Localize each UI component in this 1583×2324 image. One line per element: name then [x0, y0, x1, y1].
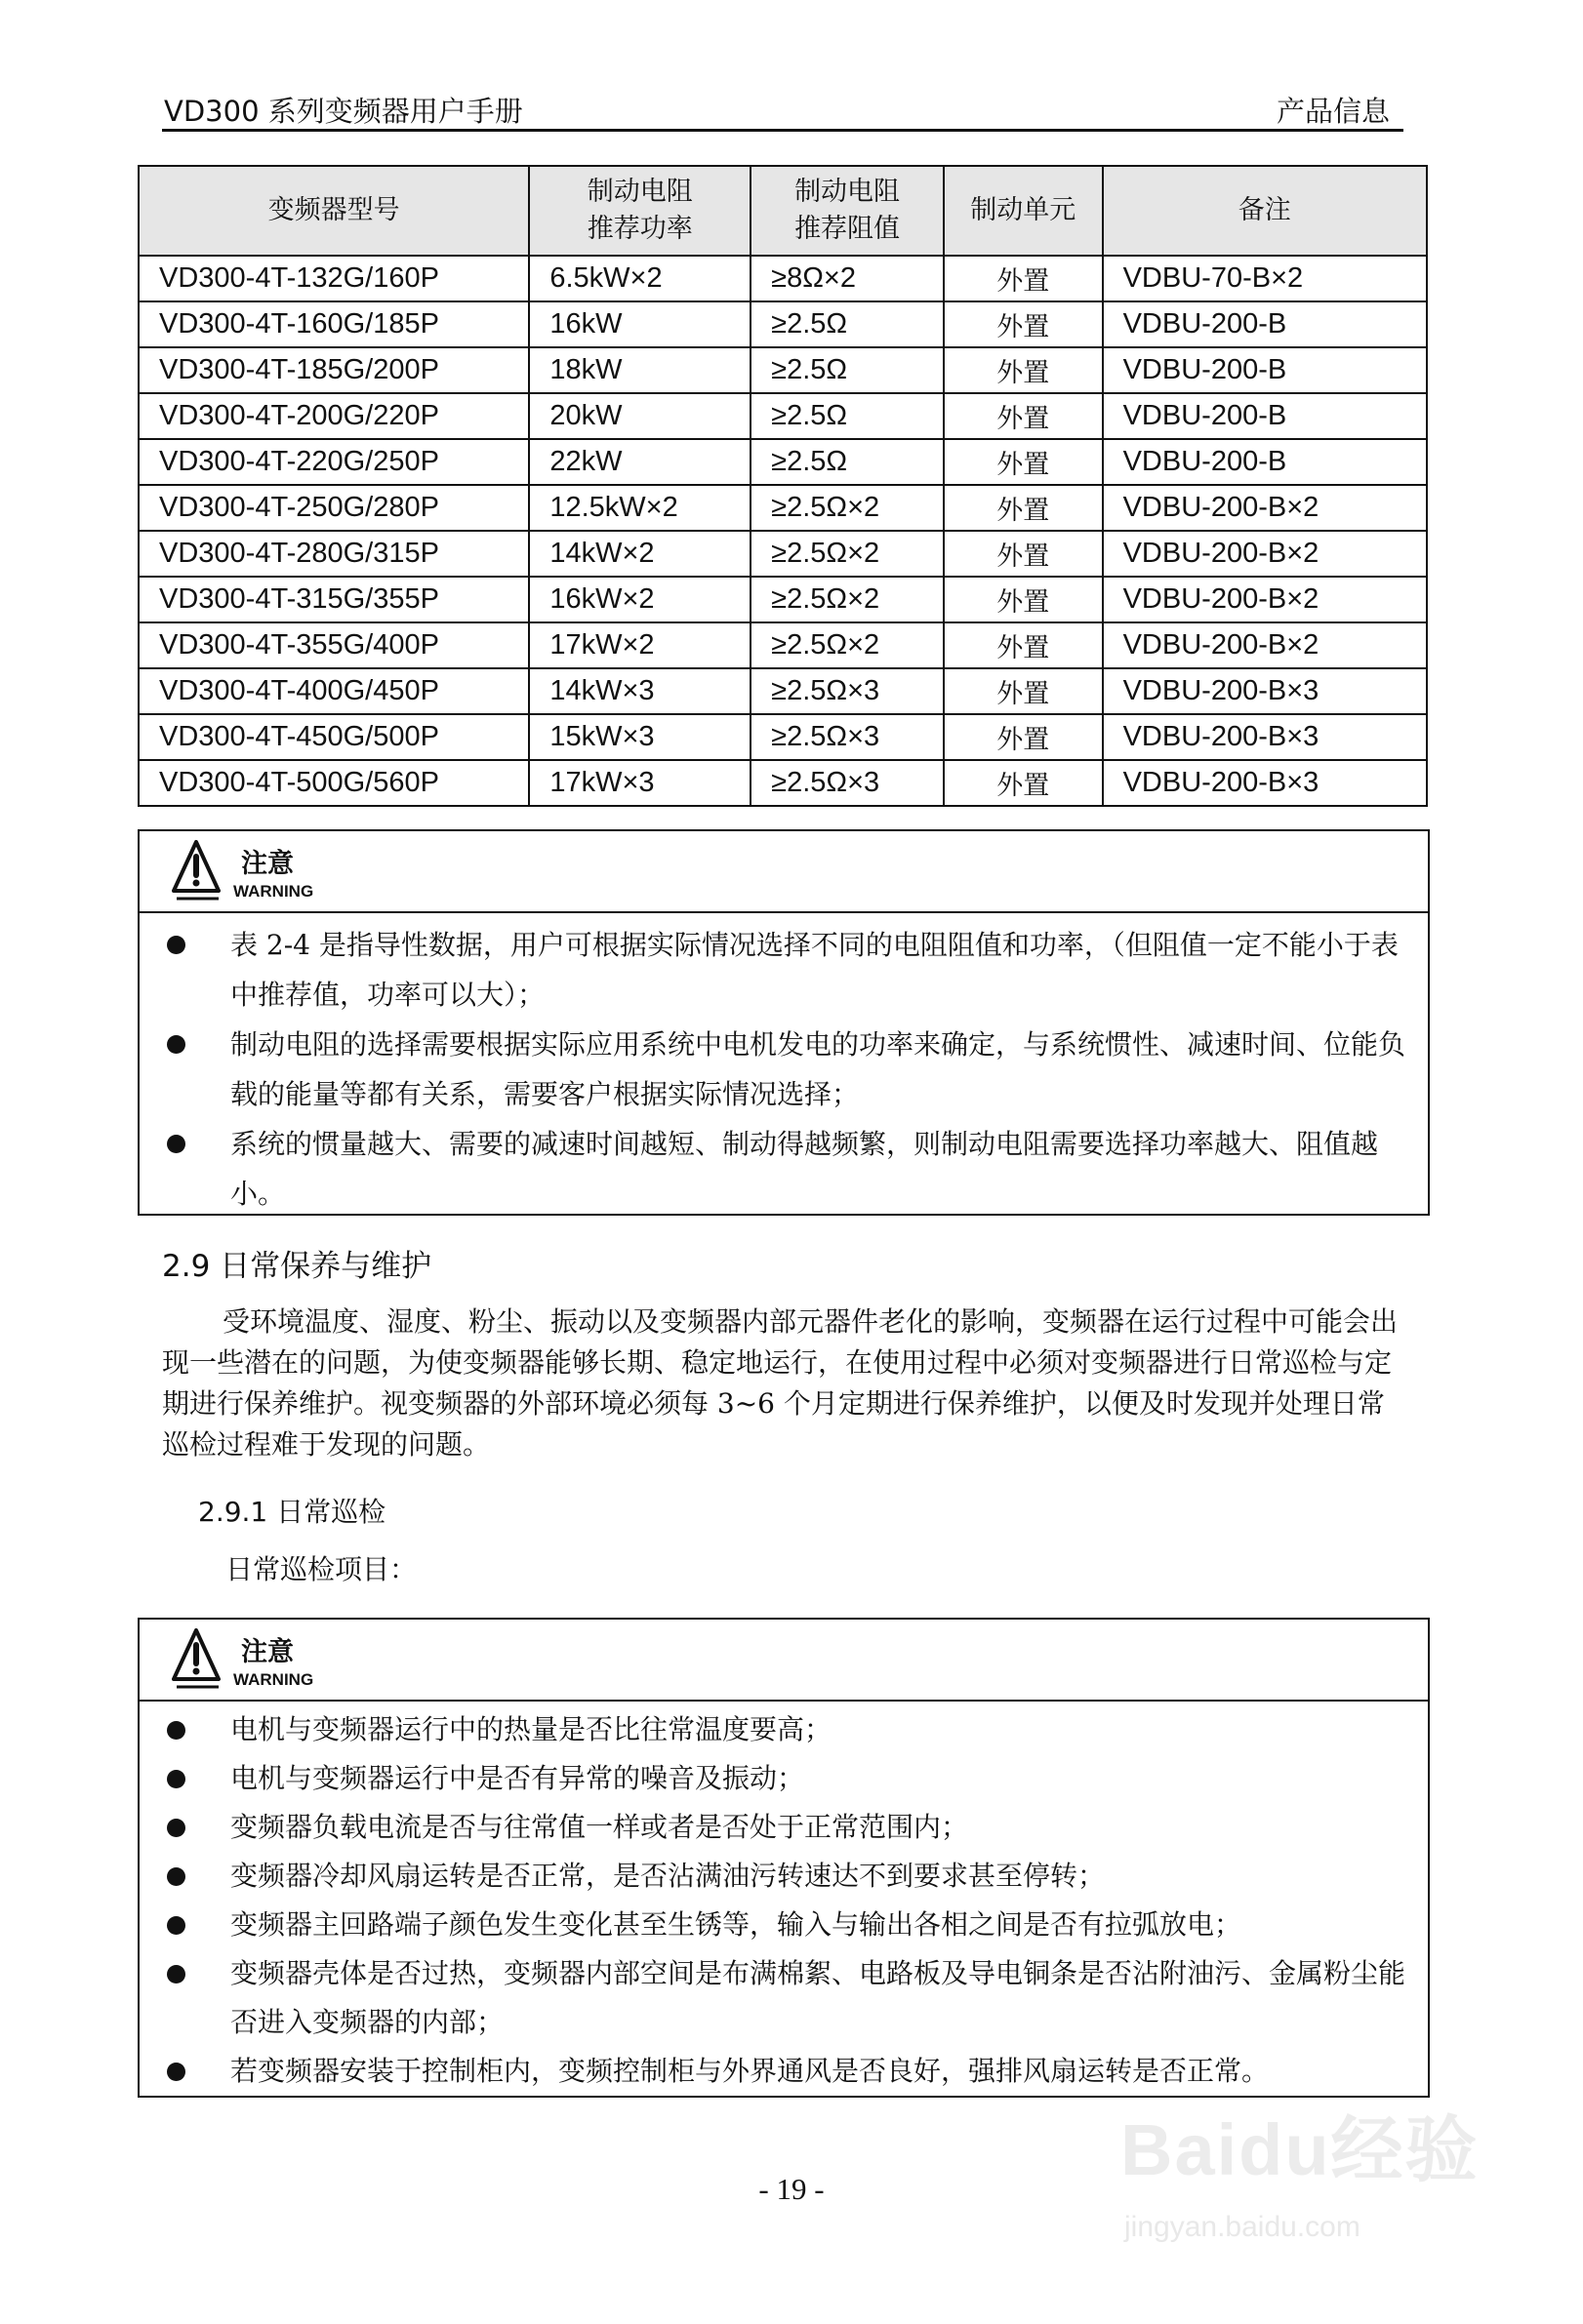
power-cell: 17kW×2: [529, 622, 751, 668]
remark-cell: VDBU-200-B: [1103, 439, 1427, 485]
table-row: [139, 760, 1427, 806]
list-item-text: 变频器壳体是否过热，变频器内部空间是布满棉絮、电路板及导电铜条是否沾附油污、金属粉尘能否进入变频器的内部；: [230, 1957, 1406, 2038]
model-cell: VD300-4T-280G/315P: [139, 531, 529, 577]
power-cell: 14kW×2: [529, 531, 751, 577]
model-cell: VD300-4T-315G/355P: [139, 577, 529, 622]
bullet-icon: [167, 1965, 185, 1983]
page-header: [162, 86, 1403, 132]
list-item: [140, 1901, 1428, 1949]
column-header-text: 制动电阻 推荐功率: [587, 177, 693, 244]
power-cell: 15kW×3: [529, 714, 751, 760]
unit-cell: 外置: [944, 347, 1103, 393]
remark-cell: VDBU-200-B×3: [1103, 714, 1427, 760]
unit-cell: 外置: [944, 622, 1103, 668]
chapter-title: 产品信息: [1276, 95, 1390, 128]
warning-subtitle: WARNING: [233, 1670, 314, 1689]
table-row: [139, 347, 1427, 393]
column-header: [751, 166, 944, 256]
model-cell: VD300-4T-160G/185P: [139, 301, 529, 347]
resistance-cell: ≥2.5Ω×2: [751, 622, 944, 668]
warning-title: 注意: [241, 1637, 294, 1667]
remark-cell: VDBU-70-B×2: [1103, 256, 1427, 301]
power-cell: 18kW: [529, 347, 751, 393]
remark-cell: VDBU-200-B×2: [1103, 622, 1427, 668]
unit-cell: 外置: [944, 301, 1103, 347]
model-cell: VD300-4T-185G/200P: [139, 347, 529, 393]
table-row: [139, 577, 1427, 622]
model-cell: VD300-4T-450G/500P: [139, 714, 529, 760]
subsection-title: 2.9.1 日常巡检: [198, 1496, 386, 1528]
power-cell: 14kW×3: [529, 668, 751, 714]
warning-header: [140, 831, 1428, 913]
list-item: [140, 1852, 1428, 1901]
model-cell: VD300-4T-250G/280P: [139, 485, 529, 531]
list-item-text: 若变频器安装于控制柜内，变频控制柜与外界通风是否良好，强排风扇运转是否正常。: [230, 2055, 1270, 2087]
bullet-icon: [167, 1916, 185, 1935]
warning-title: 注意: [241, 849, 294, 879]
table-row: [139, 622, 1427, 668]
warning-header: [140, 1620, 1428, 1702]
model-cell: VD300-4T-200G/220P: [139, 393, 529, 439]
model-cell: VD300-4T-400G/450P: [139, 668, 529, 714]
model-cell: VD300-4T-355G/400P: [139, 622, 529, 668]
unit-cell: 外置: [944, 256, 1103, 301]
braking-resistor-table: [138, 165, 1428, 807]
unit-cell: 外置: [944, 485, 1103, 531]
bullet-icon: [167, 2063, 185, 2081]
bullet-icon: [167, 936, 185, 954]
table-row: [139, 439, 1427, 485]
resistance-cell: ≥2.5Ω×2: [751, 531, 944, 577]
list-item: [140, 1119, 1428, 1219]
list-item: [140, 1705, 1428, 1754]
bullet-icon: [167, 1135, 185, 1153]
bullet-icon: [167, 1867, 185, 1886]
power-cell: 6.5kW×2: [529, 256, 751, 301]
list-item-text: 电机与变频器运行中的热量是否比往常温度要高；: [230, 1713, 832, 1745]
section-title: 2.9 日常保养与维护: [162, 1249, 432, 1284]
bullet-icon: [167, 1721, 185, 1740]
resistance-cell: ≥2.5Ω: [751, 347, 944, 393]
watermark-logo: Baidu经验: [1120, 2109, 1480, 2190]
resistance-cell: ≥2.5Ω×2: [751, 577, 944, 622]
table-row: [139, 531, 1427, 577]
unit-cell: 外置: [944, 760, 1103, 806]
resistance-cell: ≥2.5Ω×2: [751, 485, 944, 531]
resistance-cell: ≥2.5Ω: [751, 439, 944, 485]
resistance-cell: ≥8Ω×2: [751, 256, 944, 301]
column-header: [529, 166, 751, 256]
bullet-icon: [167, 1770, 185, 1788]
table-row: [139, 256, 1427, 301]
power-cell: 16kW: [529, 301, 751, 347]
list-item-text: 电机与变频器运行中是否有异常的噪音及振动；: [230, 1762, 805, 1794]
list-item: [140, 920, 1428, 1020]
power-cell: 20kW: [529, 393, 751, 439]
remark-cell: VDBU-200-B×2: [1103, 531, 1427, 577]
model-cell: VD300-4T-500G/560P: [139, 760, 529, 806]
warning-triangle-icon: [171, 1626, 222, 1691]
unit-cell: 外置: [944, 439, 1103, 485]
remark-cell: VDBU-200-B×3: [1103, 668, 1427, 714]
list-item-text: 系统的惯量越大、需要的减速时间越短、制动得越频繁，则制动电阻需要选择功率越大、阻值越小。: [230, 1128, 1379, 1210]
page-number: - 19 -: [758, 2172, 825, 2206]
power-cell: 22kW: [529, 439, 751, 485]
list-item: [140, 1949, 1428, 2047]
unit-cell: 外置: [944, 577, 1103, 622]
list-item-text: 变频器负载电流是否与往常值一样或者是否处于正常范围内；: [230, 1811, 969, 1843]
table-row: [139, 393, 1427, 439]
unit-cell: 外置: [944, 714, 1103, 760]
remark-cell: VDBU-200-B×2: [1103, 485, 1427, 531]
column-header: 备注: [1103, 166, 1427, 256]
model-cell: VD300-4T-132G/160P: [139, 256, 529, 301]
table-row: [139, 485, 1427, 531]
resistance-cell: ≥2.5Ω×3: [751, 714, 944, 760]
resistance-cell: ≥2.5Ω: [751, 301, 944, 347]
watermark-url: jingyan.baidu.com: [1124, 2211, 1360, 2243]
power-cell: 12.5kW×2: [529, 485, 751, 531]
section-paragraph: 受环境温度、湿度、粉尘、振动以及变频器内部元器件老化的影响，变频器在运行过程中可能会出现一些潜在的问题，为使变频器能够长期、稳定地运行，在使用过程中必须对变频器进行日常巡检与定期进行保养维护。视变频器的外部环境必须每 3~6 个月定期进行保养维护，以便及时发现并处理日常巡检过程难于发现的问题。: [162, 1305, 1399, 1461]
list-item: [140, 1803, 1428, 1852]
list-item-text: 变频器冷却风扇运转是否正常，是否沾满油污转速达不到要求甚至停转；: [230, 1860, 1106, 1892]
remark-cell: VDBU-200-B×2: [1103, 577, 1427, 622]
warning-list: [140, 913, 1428, 1219]
warning-subtitle: WARNING: [233, 882, 314, 901]
remark-cell: VDBU-200-B: [1103, 301, 1427, 347]
resistance-cell: ≥2.5Ω: [751, 393, 944, 439]
remark-cell: VDBU-200-B: [1103, 347, 1427, 393]
column-header: 制动单元: [944, 166, 1103, 256]
column-header-text: 制动电阻 推荐阻值: [794, 177, 901, 244]
list-item: [140, 2047, 1428, 2096]
power-cell: 17kW×3: [529, 760, 751, 806]
warning-box: [138, 829, 1430, 1216]
inspection-warning-box: [138, 1618, 1430, 2098]
unit-cell: 外置: [944, 531, 1103, 577]
warning-triangle-icon: [171, 838, 222, 902]
list-item: [140, 1754, 1428, 1803]
bullet-icon: [167, 1819, 185, 1837]
list-item-text: 制动电阻的选择需要根据实际应用系统中电机发电的功率来确定，与系统惯性、减速时间、位能负载的能量等都有关系，需要客户根据实际情况选择；: [230, 1028, 1406, 1110]
table-header-row: [139, 166, 1427, 256]
model-cell: VD300-4T-220G/250P: [139, 439, 529, 485]
table-row: [139, 301, 1427, 347]
table-row: [139, 668, 1427, 714]
remark-cell: VDBU-200-B×3: [1103, 760, 1427, 806]
unit-cell: 外置: [944, 668, 1103, 714]
list-item: [140, 1020, 1428, 1119]
resistance-cell: ≥2.5Ω×3: [751, 760, 944, 806]
power-cell: 16kW×2: [529, 577, 751, 622]
unit-cell: 外置: [944, 393, 1103, 439]
bullet-icon: [167, 1035, 185, 1054]
resistance-cell: ≥2.5Ω×3: [751, 668, 944, 714]
list-item-text: 变频器主回路端子颜色发生变化甚至生锈等，输入与输出各相之间是否有拉弧放电；: [230, 1908, 1242, 1941]
subsection-text: 日常巡检项目：: [225, 1553, 418, 1585]
remark-cell: VDBU-200-B: [1103, 393, 1427, 439]
list-item-text: 表 2-4 是指导性数据，用户可根据实际情况选择不同的电阻阻值和功率，（但阻值一定不能小于表中推荐值，功率可以大）；: [230, 929, 1399, 1011]
manual-title: VD300 系列变频器用户手册: [164, 95, 523, 128]
table-row: [139, 714, 1427, 760]
column-header: 变频器型号: [139, 166, 529, 256]
warning-list: [140, 1702, 1428, 2096]
